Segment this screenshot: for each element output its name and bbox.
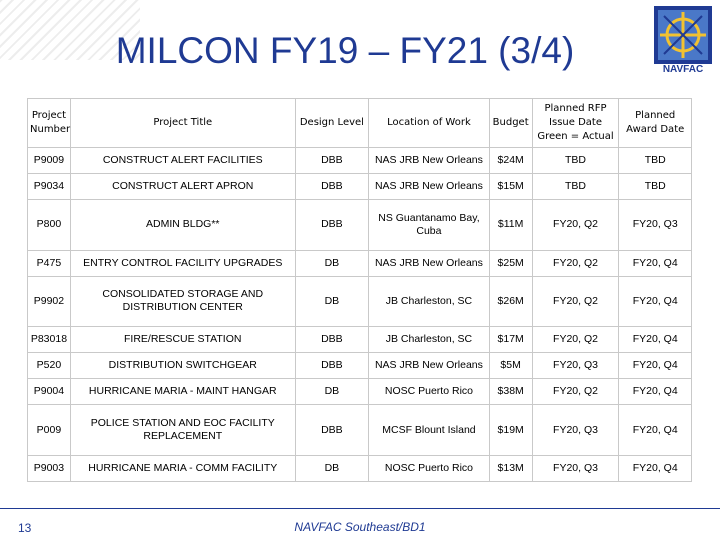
cell-rfp-date: FY20, Q2 (532, 276, 619, 326)
table-row (28, 250, 692, 276)
cell-budget: $19M (489, 405, 532, 455)
cell-award-date: FY20, Q4 (619, 276, 692, 326)
cell-location: MCSF Blount Island (369, 405, 490, 455)
cell-rfp-date: FY20, Q2 (532, 327, 619, 353)
cell-budget: $25M (489, 250, 532, 276)
cell-design-level: DBB (295, 148, 369, 174)
cell-design-level: DB (295, 250, 369, 276)
table-row (28, 148, 692, 174)
cell-award-date: FY20, Q4 (619, 327, 692, 353)
cell-rfp-date: FY20, Q3 (532, 353, 619, 379)
cell-rfp-date: FY20, Q2 (532, 379, 619, 405)
header-award-date: Planned Award Date (619, 99, 692, 148)
milcon-table (27, 98, 692, 482)
cell-project-number: P475 (28, 250, 71, 276)
cell-location: NAS JRB New Orleans (369, 174, 490, 200)
cell-project-title: HURRICANE MARIA - COMM FACILITY (70, 455, 295, 481)
table-row (28, 200, 692, 250)
cell-award-date: FY20, Q4 (619, 455, 692, 481)
footer-divider (0, 508, 720, 509)
table-header-row (28, 99, 692, 148)
cell-rfp-date: TBD (532, 174, 619, 200)
header-rfp-label: Planned RFP Issue Date (544, 103, 607, 128)
navfac-emblem-icon (654, 6, 712, 64)
cell-project-number: P009 (28, 405, 71, 455)
cell-design-level: DB (295, 276, 369, 326)
header-budget: Budget (489, 99, 532, 148)
cell-rfp-date: FY20, Q2 (532, 250, 619, 276)
cell-award-date: FY20, Q4 (619, 405, 692, 455)
cell-project-title: DISTRIBUTION SWITCHGEAR (70, 353, 295, 379)
cell-budget: $38M (489, 379, 532, 405)
cell-project-title: ADMIN BLDG** (70, 200, 295, 250)
cell-location: NS Guantanamo Bay, Cuba (369, 200, 490, 250)
cell-location: NOSC Puerto Rico (369, 379, 490, 405)
cell-project-title: CONSOLIDATED STORAGE AND DISTRIBUTION CENTER (70, 276, 295, 326)
header-rfp-date (532, 99, 619, 148)
cell-rfp-date: TBD (532, 148, 619, 174)
cell-location: JB Charleston, SC (369, 276, 490, 326)
cell-location: NAS JRB New Orleans (369, 148, 490, 174)
cell-project-number: P800 (28, 200, 71, 250)
cell-budget: $24M (489, 148, 532, 174)
cell-location: JB Charleston, SC (369, 327, 490, 353)
table-row (28, 379, 692, 405)
cell-award-date: FY20, Q4 (619, 379, 692, 405)
header-rfp-note: Green = Actual (537, 131, 614, 142)
cell-design-level: DBB (295, 327, 369, 353)
cell-rfp-date: FY20, Q3 (532, 405, 619, 455)
table-row (28, 276, 692, 326)
header-location: Location of Work (369, 99, 490, 148)
cell-project-number: P9009 (28, 148, 71, 174)
cell-award-date: FY20, Q4 (619, 250, 692, 276)
cell-project-number: P9004 (28, 379, 71, 405)
cell-budget: $11M (489, 200, 532, 250)
cell-project-title: FIRE/RESCUE STATION (70, 327, 295, 353)
cell-award-date: FY20, Q4 (619, 353, 692, 379)
cell-budget: $26M (489, 276, 532, 326)
cell-design-level: DBB (295, 200, 369, 250)
cell-project-number: P520 (28, 353, 71, 379)
page-title: MILCON FY19 – FY21 (3/4) (115, 30, 575, 71)
cell-location: NAS JRB New Orleans (369, 353, 490, 379)
cell-design-level: DB (295, 455, 369, 481)
cell-budget: $5M (489, 353, 532, 379)
cell-project-number: P9902 (28, 276, 71, 326)
cell-project-title: CONSTRUCT ALERT APRON (70, 174, 295, 200)
cell-rfp-date: FY20, Q2 (532, 200, 619, 250)
page-number: 13 (18, 521, 32, 535)
cell-design-level: DBB (295, 174, 369, 200)
cell-budget: $17M (489, 327, 532, 353)
cell-project-number: P9003 (28, 455, 71, 481)
cell-budget: $15M (489, 174, 532, 200)
cell-project-title: HURRICANE MARIA - MAINT HANGAR (70, 379, 295, 405)
cell-project-title: POLICE STATION AND EOC FACILITY REPLACEMENT (70, 405, 295, 455)
table-row (28, 353, 692, 379)
header-design-level: Design Level (295, 99, 369, 148)
cell-budget: $13M (489, 455, 532, 481)
cell-design-level: DBB (295, 405, 369, 455)
cell-award-date: FY20, Q3 (619, 200, 692, 250)
cell-award-date: TBD (619, 148, 692, 174)
cell-award-date: TBD (619, 174, 692, 200)
cell-project-number: P9034 (28, 174, 71, 200)
footer-text: NAVFAC Southeast/BD1 (294, 520, 426, 534)
cell-project-title: CONSTRUCT ALERT FACILITIES (70, 148, 295, 174)
navfac-logo (654, 6, 712, 78)
cell-design-level: DBB (295, 353, 369, 379)
cell-rfp-date: FY20, Q3 (532, 455, 619, 481)
cell-location: NAS JRB New Orleans (369, 250, 490, 276)
cell-project-title: ENTRY CONTROL FACILITY UPGRADES (70, 250, 295, 276)
cell-design-level: DB (295, 379, 369, 405)
header-project-title: Project Title (70, 99, 295, 148)
table-row (28, 174, 692, 200)
cell-project-number: P83018 (28, 327, 71, 353)
table-row (28, 327, 692, 353)
logo-text: NAVFAC (662, 64, 704, 75)
table-row (28, 455, 692, 481)
header-project-number: Project Number (28, 99, 71, 148)
cell-location: NOSC Puerto Rico (369, 455, 490, 481)
table-row (28, 405, 692, 455)
